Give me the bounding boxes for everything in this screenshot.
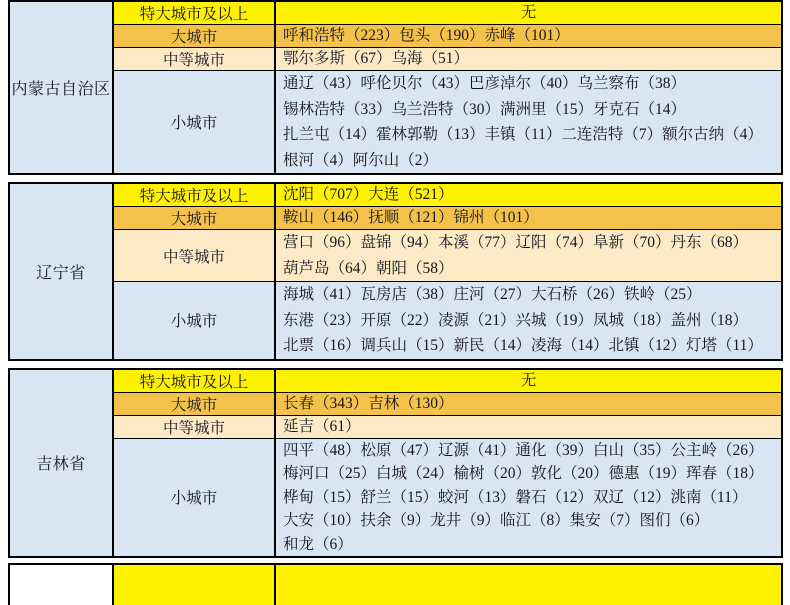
tier-row-medium [114,47,781,70]
cities-line: 锡林浩特（33）乌兰浩特（30）满洲里（15）牙克石（14） [283,100,687,118]
cities-line: 延吉（61） [283,417,361,435]
cities-list [276,416,781,438]
cities-list [276,393,781,415]
province-section [8,182,783,361]
province-section [8,368,783,559]
cities-list [276,48,781,70]
tier-row-mega [114,2,781,24]
tier-row-mega [114,370,781,392]
cities-line: 葫芦岛（64）朝阳（58） [283,259,454,277]
cities-line: 通辽（43）呼伦贝尔（43）巴彦淖尔（40）乌兰察布（38） [283,75,687,92]
cities-line: 大安（10）扶余（9）龙井（9）临江（8）集安（7）图们（6） [283,512,710,529]
tier-row-small [114,281,781,359]
tier-row-medium [114,229,781,281]
cities-list [276,25,781,47]
tier-rows [114,184,781,359]
tier-row-medium [114,415,781,438]
province-cell-partial [10,565,114,605]
city-tier-label: 小城市 [114,439,276,557]
city-tier-label: 特大城市及以上 [114,184,276,206]
city-tier-label: 小城市 [114,71,276,173]
tier-row-small [114,70,781,173]
cities-line: 长春（343）吉林（130） [283,394,454,412]
cities-line: 四平（48）松原（47）辽源（41）通化（39）白山（35）公主岭（26） [283,441,764,459]
cities-line: 东港（23）开原（22）凌源（21）兴城（19）凤城（18）盖州（18） [283,311,749,329]
cities-list [276,71,781,173]
cities-line: 桦甸（15）舒兰（15）蛟河（13）磐石（12）双辽（12）洮南（11） [283,488,748,506]
cities-list [276,282,781,359]
cities-list [276,230,781,281]
tier-row-large [114,24,781,47]
tier-row-large [114,392,781,415]
city-tier-label: 中等城市 [114,230,276,281]
tier-row-small [114,438,781,557]
cities-line: 鞍山（146）抚顺（121）锦州（101） [283,209,539,226]
cities-line: 营口（96）盘锦（94）本溪（77）辽阳（74）阜新（70）丹东（68） [283,234,749,251]
cities-line: 海城（41）瓦房店（38）庄河（27）大石桥（26）铁岭（25） [283,286,702,303]
tier-row-mega [114,184,781,206]
cities-cell-partial [276,565,781,605]
city-tier-label: 小城市 [114,282,276,359]
city-tier-label: 特大城市及以上 [114,2,276,24]
city-tier-label: 中等城市 [114,416,276,438]
province-name: 内蒙古自治区 [10,2,114,173]
city-tier-label: 中等城市 [114,48,276,70]
province-section [8,0,783,175]
cities-line: 无 [520,4,537,21]
city-tier-label: 大城市 [114,207,276,229]
city-tier-label: 大城市 [114,25,276,47]
city-size-classification-table [8,0,783,605]
cities-line: 无 [520,371,537,389]
city-tier-cell-partial [114,565,276,605]
tier-rows [114,370,781,557]
city-tier-label: 大城市 [114,393,276,415]
cities-line: 根河（4）阿尔山（2） [283,151,439,169]
cities-line: 和龙（6） [283,535,353,553]
cities-line: 北票（16）调兵山（15）新民（14）凌海（14）北镇（12）灯塔（11） [283,337,763,354]
cities-list [276,184,781,206]
cities-line: 梅河口（25）白城（24）榆树（20）敦化（20）德惠（19）珲春（18） [283,465,764,482]
cities-line: 鄂尔多斯（67）乌海（51） [283,50,470,67]
province-name: 吉林省 [10,370,114,557]
cities-list [276,207,781,229]
city-tier-label: 特大城市及以上 [114,370,276,392]
cities-list [276,370,781,392]
tier-rows [114,2,781,173]
cities-list [276,439,781,557]
cities-line: 沈阳（707）大连（521） [283,186,454,203]
next-province-section-partial [8,563,783,605]
cities-list [276,2,781,24]
cities-line: 呼和浩特（223）包头（190）赤峰（101） [283,27,570,44]
province-name: 辽宁省 [10,184,114,359]
cities-line: 扎兰屯（14）霍林郭勒（13）丰镇（11）二连浩特（7）额尔古纳（4） [283,126,763,143]
tier-row-large [114,206,781,229]
